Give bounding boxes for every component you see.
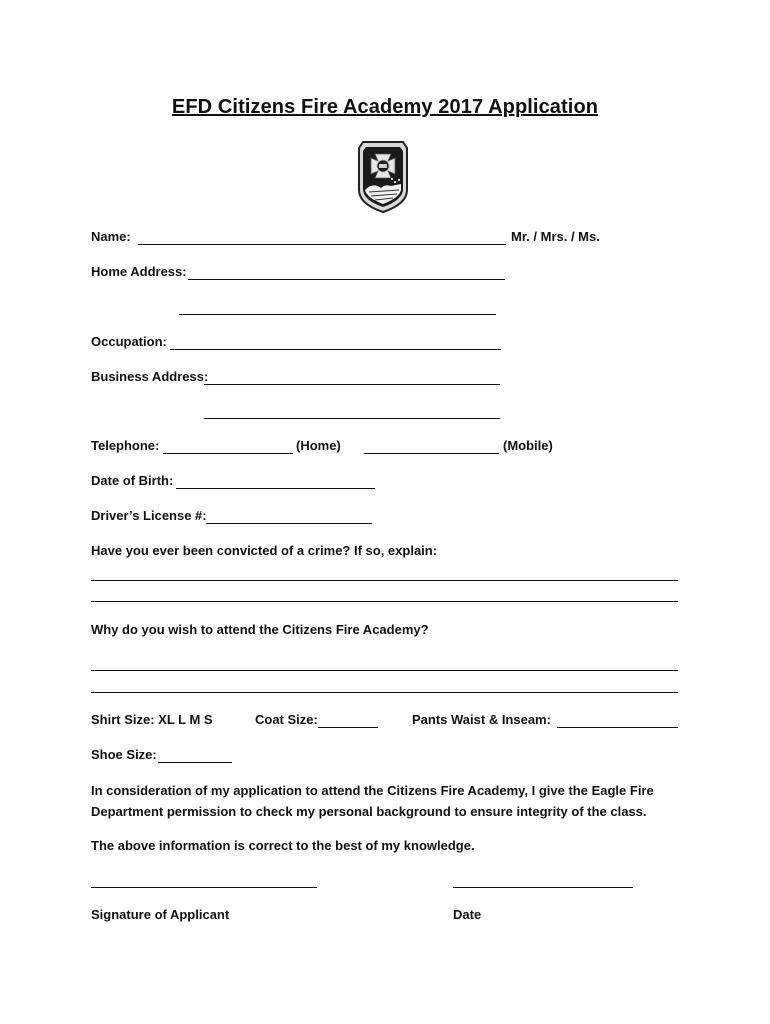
date-field[interactable]: [453, 887, 633, 888]
home-address-field[interactable]: [188, 279, 505, 280]
home-address-label: Home Address:: [91, 264, 187, 279]
why-question: Why do you wish to attend the Citizens Fire Academy?: [91, 622, 429, 637]
dob-label: Date of Birth:: [91, 473, 174, 488]
business-address-label: Business Address:: [91, 369, 209, 384]
coat-size-label: Coat Size:: [255, 712, 318, 727]
telephone-home-field[interactable]: [163, 453, 293, 454]
fire-department-badge-icon: [355, 138, 411, 214]
signature-label: Signature of Applicant: [91, 907, 230, 922]
telephone-mobile-field[interactable]: [364, 453, 499, 454]
name-field[interactable]: [138, 244, 506, 245]
pants-size-label: Pants Waist & Inseam:: [412, 712, 551, 727]
dob-field[interactable]: [176, 488, 375, 489]
shoe-size-field[interactable]: [158, 762, 232, 763]
occupation-label: Occupation:: [91, 334, 167, 349]
shirt-size-label: Shirt Size: XL L M S: [91, 712, 213, 727]
why-answer-line2[interactable]: [91, 692, 678, 693]
date-label: Date: [453, 907, 482, 922]
telephone-label: Telephone:: [91, 438, 160, 453]
crime-answer-line1[interactable]: [91, 580, 678, 581]
name-label: Name:: [91, 229, 131, 244]
shoe-size-label: Shoe Size:: [91, 747, 157, 762]
salutation-text: Mr. / Mrs. / Ms.: [511, 229, 600, 244]
consent-text: In consideration of my application to attend the Citizens Fire Academy, I give the Eagle Fire Department permission to check my personal background to ensure integrity of the class.: [91, 783, 654, 819]
correctness-statement: The above information is correct to the best of my knowledge.: [91, 838, 475, 853]
telephone-mobile-label: (Mobile): [503, 438, 553, 453]
occupation-field[interactable]: [170, 349, 501, 350]
license-label: Driver’s License #:: [91, 508, 207, 523]
telephone-home-label: (Home): [296, 438, 341, 453]
business-address-field[interactable]: [204, 384, 500, 385]
form-title: EFD Citizens Fire Academy 2017 Application: [171, 96, 599, 118]
pants-size-field[interactable]: [557, 727, 678, 728]
crime-answer-line2[interactable]: [91, 601, 678, 602]
license-field[interactable]: [206, 523, 372, 524]
coat-size-field[interactable]: [318, 727, 378, 728]
signature-field[interactable]: [91, 887, 317, 888]
business-address-field-line2[interactable]: [204, 418, 500, 419]
why-answer-line1[interactable]: [91, 670, 678, 671]
home-address-field-line2[interactable]: [179, 314, 496, 315]
crime-question: Have you ever been convicted of a crime? If so, explain:: [91, 543, 438, 558]
